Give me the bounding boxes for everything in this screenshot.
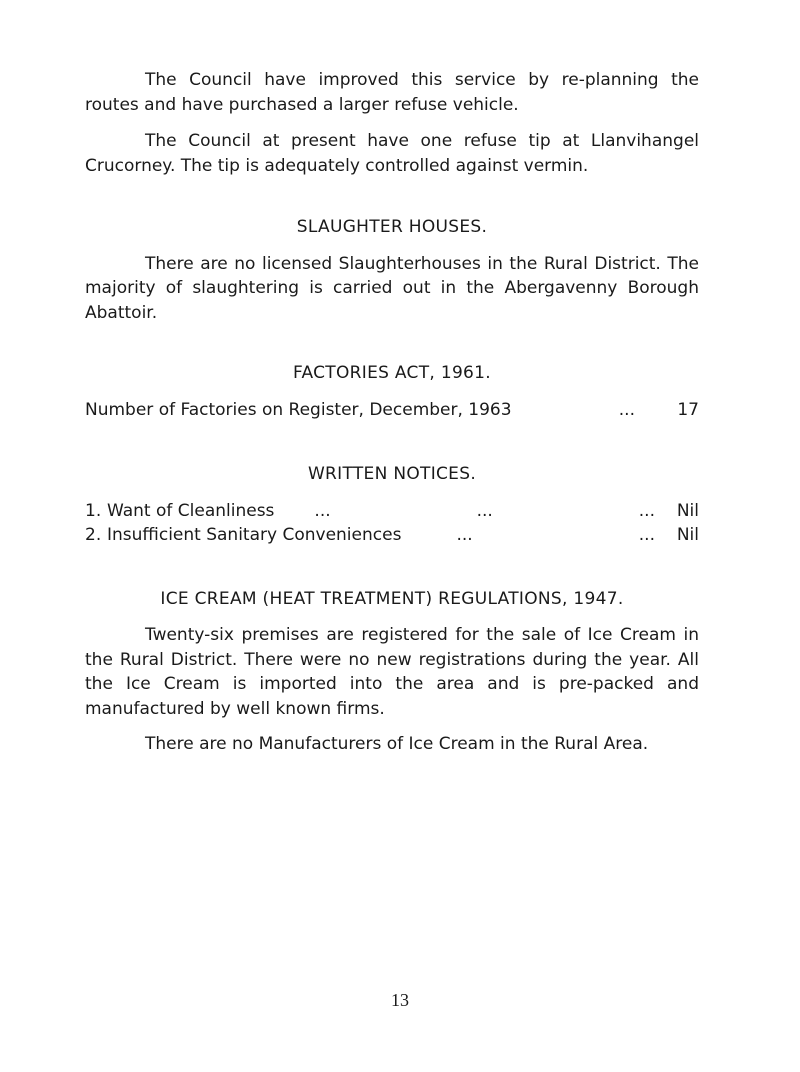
factories-register-label: Number of Factories on Register, December, 1963 — [85, 399, 512, 420]
list-item-label: Insufficient Sanitary Conveniences — [107, 525, 402, 545]
list-item — [85, 523, 699, 548]
written-notices-list — [85, 499, 699, 548]
list-item-value: Nil — [676, 500, 699, 521]
factories-register-value: 17 — [677, 399, 699, 420]
ice-cream-heading: ICE CREAM (HEAT TREATMENT) REGULATIONS, 1947. — [160, 588, 624, 609]
leader-dots — [274, 499, 673, 524]
document-page — [85, 68, 699, 757]
leader-dots — [401, 523, 673, 548]
slaughter-houses-heading: SLAUGHTER HOUSES. — [296, 217, 488, 237]
ice-cream-paragraph-1: Twenty-six premises are registered for the sale of Ice Cream in the Rural District. There were no new registrations during the year. All the Ice Cream is imported into the area and is pre-packed and manufactured by well known firms. — [85, 625, 699, 719]
slaughter-houses-paragraph: There are no licensed Slaughterhouses in the Rural District. The majority of slaughtering is carried out in the Abergavenny Borough Abattoir. — [85, 253, 699, 323]
list-item-number: 2. — [85, 525, 102, 545]
ice-cream-paragraph-2: There are no Manufacturers of Ice Cream in the Rural Area. — [145, 734, 649, 754]
factories-act-heading: FACTORIES ACT, 1961. — [292, 363, 491, 383]
factories-register-dots — [512, 398, 673, 423]
leader-dots: ... — [476, 500, 493, 521]
written-notices-heading: WRITTEN NOTICES. — [307, 464, 477, 484]
refuse-paragraph-1: The Council have improved this service by re-planning the routes and have purchased a larger refuse vehicle. — [85, 70, 699, 115]
page-number: 13 — [391, 990, 409, 1010]
leader-dots: ... — [638, 525, 655, 545]
list-item-label: Want of Cleanliness — [107, 500, 275, 521]
leader-dots: ... — [314, 500, 331, 521]
list-item-value: Nil — [676, 525, 699, 545]
factories-register-row — [85, 398, 699, 423]
list-item — [85, 499, 699, 524]
leader-dots: ... — [456, 525, 473, 545]
leader-dots: ... — [618, 399, 635, 420]
list-item-number: 1. — [85, 500, 102, 521]
refuse-paragraph-2: The Council at present have one refuse tip at Llanvihangel Crucorney. The tip is adequately controlled against vermin. — [85, 131, 699, 176]
leader-dots: ... — [638, 500, 655, 521]
